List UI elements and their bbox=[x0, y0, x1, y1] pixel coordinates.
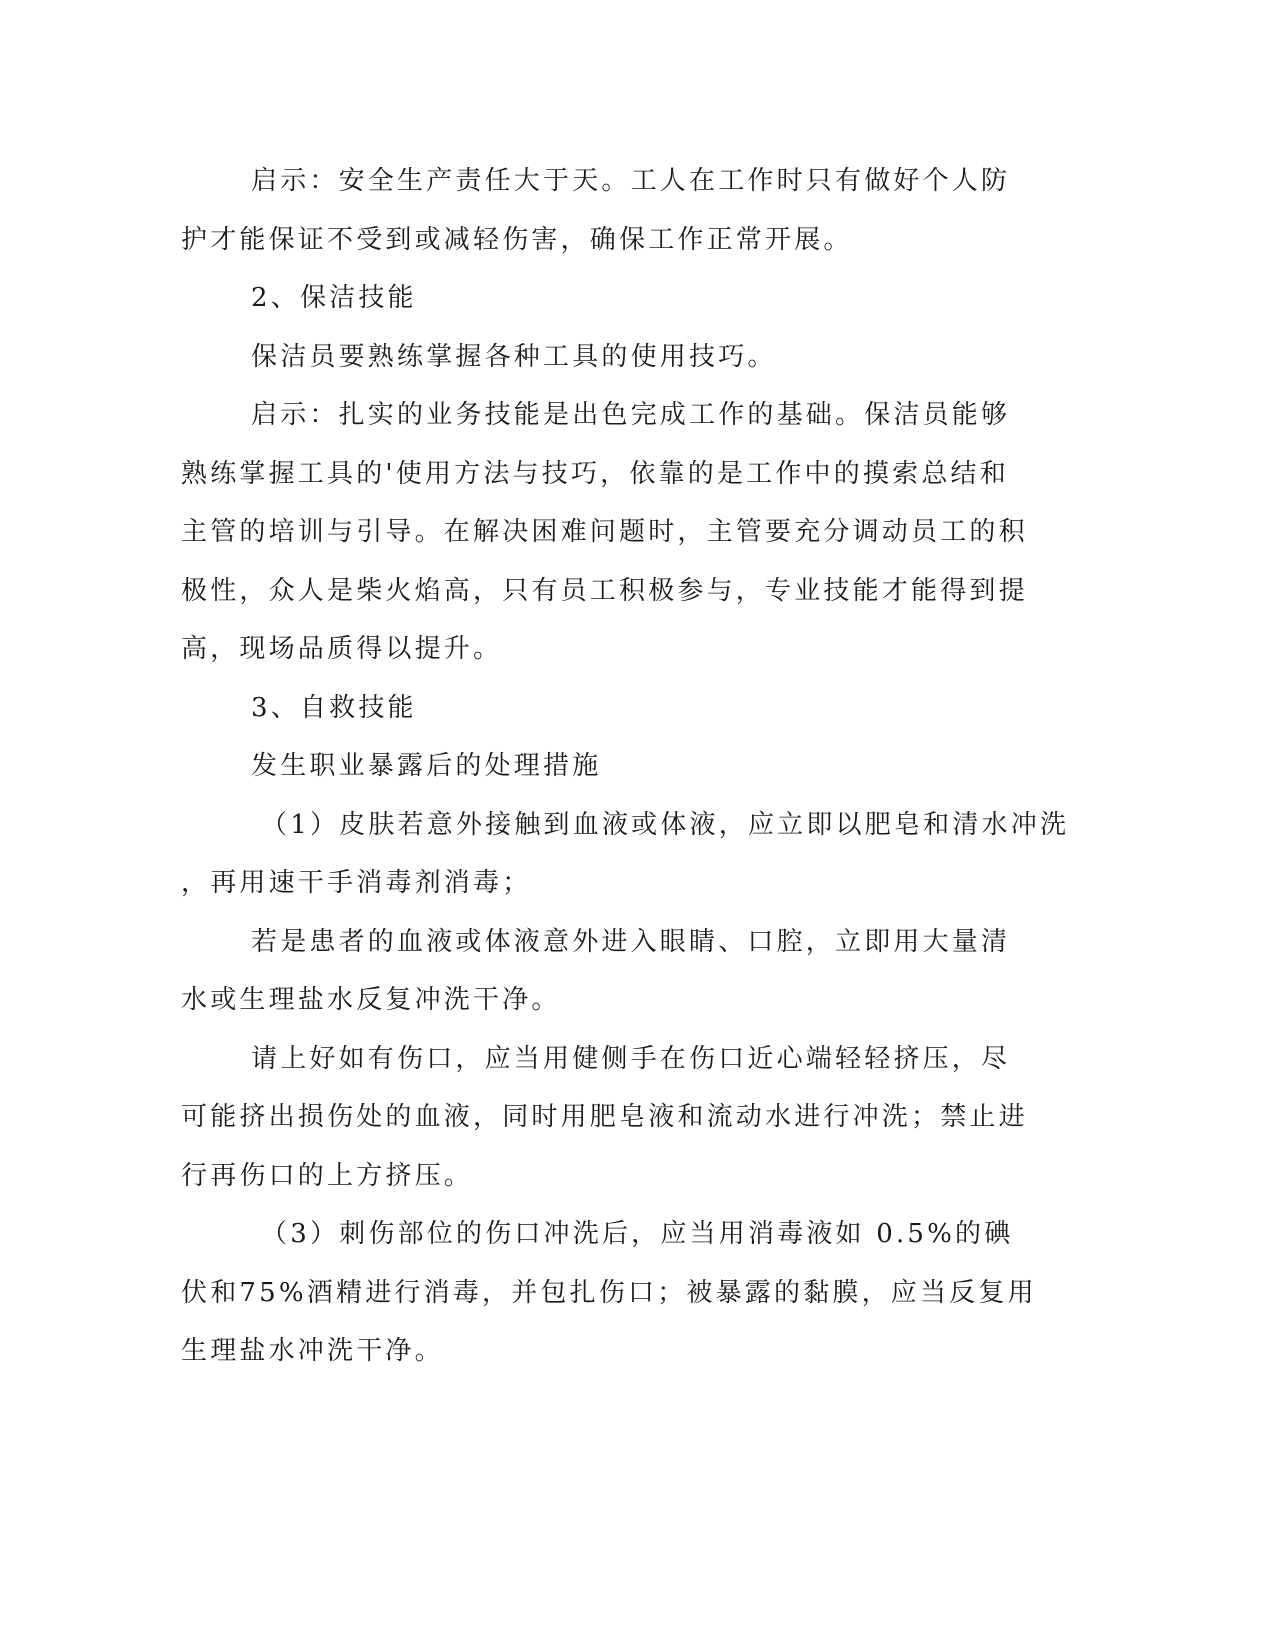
paragraph-skin-contact: （1）皮肤若意外接触到血液或体液，应立即以肥皂和清水冲洗 bbox=[261, 809, 1070, 840]
paragraph-tool-skills: 保洁员要熟练掌握各种工具的使用技巧。 bbox=[251, 341, 777, 372]
paragraph-safety-lesson: 启示：安全生产责任大于天。工人在工作时只有做好个人防护才能保证不受到或减轻伤害，确保工作正常开展。 bbox=[181, 166, 1011, 255]
paragraph-wound-treatment: 请上好如有伤口，应当用健侧手在伤口近心端轻轻挤压，尽可能挤出损伤处的血液，同时用肥皂液和流动水进行冲洗；禁止进行再伤口的上方挤压。 bbox=[181, 1043, 1028, 1191]
paragraph-skin-contact-continued: ，再用速干手消毒剂消毒； bbox=[181, 868, 532, 898]
paragraph-puncture-disinfection: （3）刺伤部位的伤口冲洗后，应当用消毒液如 0.5%的碘伏和75%酒精进行消毒，并包扎伤口；被暴露的黏膜，应当反复用生理盐水冲洗干净。 bbox=[181, 1219, 1037, 1366]
heading-cleaning-skills: 2、保洁技能 bbox=[251, 283, 417, 313]
paragraph-business-skills-lesson: 启示：扎实的业务技能是出色完成工作的基础。保洁员能够熟练掌握工具的'使用方法与技巧，依靠的是工作中的摸索总结和主管的培训与引导。在解决困难问题时，主管要充分调动员工的积极性，众人是柴火焰高，只有员工积极参与，专业技能才能得到提高，现场品质得以提升。 bbox=[181, 400, 1028, 664]
heading-self-rescue-skills: 3、自救技能 bbox=[251, 692, 417, 723]
paragraph-eye-mouth-exposure: 若是患者的血液或体液意外进入眼睛、口腔，立即用大量清水或生理盐水反复冲洗干净。 bbox=[181, 926, 1011, 1015]
paragraph-exposure-measures-title: 发生职业暴露后的处理措施 bbox=[251, 751, 602, 781]
document-body bbox=[181, 152, 1070, 1381]
